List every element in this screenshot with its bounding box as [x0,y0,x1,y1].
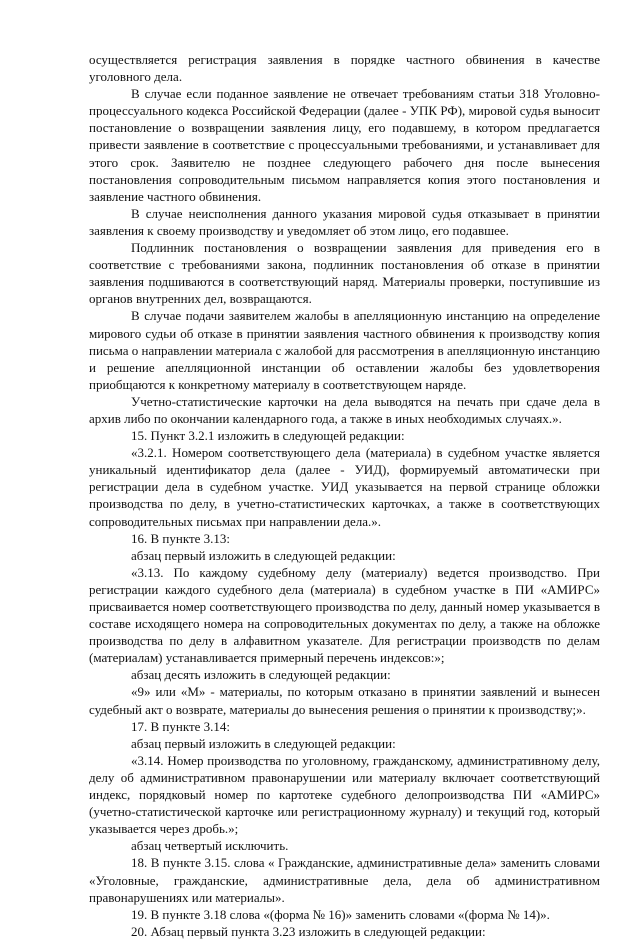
paragraph-19: 19. В пункте 3.18 слова «(форма № 16)» заменить словами «(форма № 14)». [131,906,550,922]
paragraph-5: В случае подачи заявителем жалобы в апелляционную инстанцию на определение мирового судьи об отказе в принятии заявления частного обвинения к производству копия письма о направлении материала с жалобой для рассмотрения в апелляционную инстанцию и решение апелляционной инстанции об оставлении жалобы без удовлетворения приобщаются к конкретному материалу в соответствующем наряде. [89,308,600,392]
paragraph-11: «3.13. По каждому судебному делу (материалу) ведется производство. При регистрации каждого судебного дела (материала) в судебном участке в ПИ «АМИРС» присваивается номер соответствующего производства по делу, данный номер указывается в составе исходящего номера на сопроводительных документах по делу, а также на обложке производства по делу в алфавитном указателе. Для регистрации производств по делам (материалам) устанавливается примерный перечень индексов:»; [89,564,600,666]
paragraph-7: 15. Пункт 3.2.1 изложить в следующей редакции: [131,428,405,444]
paragraph-9: 16. В пункте 3.13: [131,530,231,546]
paragraph-6: Учетно-статистические карточки на дела выводятся на печать при сдаче дела в архив либо по окончании календарного года, а также в иных необходимых случаях.». [89,393,600,426]
paragraph-8: «3.2.1. Номером соответствующего дела (материала) в судебном участке является уникальный идентификатор дела (далее - УИД), формируемый автоматически при регистрации дела в судебном участке. УИД указывается на первой странице обложки производства по делу, в учетно-статистических карточках, а также в соответствующих сопроводительных письмах при направлении дела.». [89,445,600,529]
paragraph-4: Подлинник постановления о возвращении заявления для приведения его в соответствие с требованиями закона, подлинник постановления об отказе в принятии заявления подшиваются в соответствующий наряд. Материалы проверки, поступившие из органов внутренних дел, возвращаются. [89,240,600,307]
document-body [89,51,600,940]
paragraph-13: «9» или «М» - материалы, по которым отказано в принятии заявлений и вынесен судебный акт о возврате, материалы до вынесения решения о принятии к производству;». [89,684,600,717]
paragraph-16: «3.14. Номер производства по уголовному, гражданскому, административному делу, делу об административном правонарушении или материалу включает соответствующий индекс, порядковый номер по картотеке судебного делопроизводства ПИ «АМИРС» (учетно-статистической карточке или регистрационному журналу) и текущий год, который указывается через дробь.»; [89,752,600,837]
paragraph-10: абзац первый изложить в следующей редакции: [131,547,396,563]
paragraph-15: абзац первый изложить в следующей редакции: [131,735,396,751]
paragraph-20: 20. Абзац первый пункта 3.23 изложить в следующей редакции: [131,923,486,939]
paragraph-1: осуществляется регистрация заявления в порядке частного обвинения в качестве уголовного дела. [89,52,600,85]
paragraph-17: абзац четвертый исключить. [131,838,289,854]
paragraph-18: 18. В пункте 3.15. слова « Гражданские, административные дела» заменить словами «Уголовные, гражданские, административные дела, дела об административном правонарушениях или материалы». [89,855,600,905]
paragraph-12: абзац десять изложить в следующей редакции: [131,667,391,683]
paragraph-3: В случае неисполнения данного указания мировой судья отказывает в принятии заявления к своему производству и уведомляет об этом лицо, его подавшее. [89,205,600,238]
paragraph-2: В случае если поданное заявление не отвечает требованиям статьи 318 Уголовно-процессуального кодекса Российской Федерации (далее - УПК РФ), мировой судья выносит постановление о возвращении заявления лицу, его подавшему, в котором предлагается привести заявление в соответствие с процессуальными требованиями, и устанавливает для этого срок. Заявителю не позднее следующего рабочего дня после вынесения постановления сопроводительным письмом направляется копия этого постановления и заявление частного обвинения. [89,86,600,204]
paragraph-14: 17. В пункте 3.14: [131,718,231,734]
